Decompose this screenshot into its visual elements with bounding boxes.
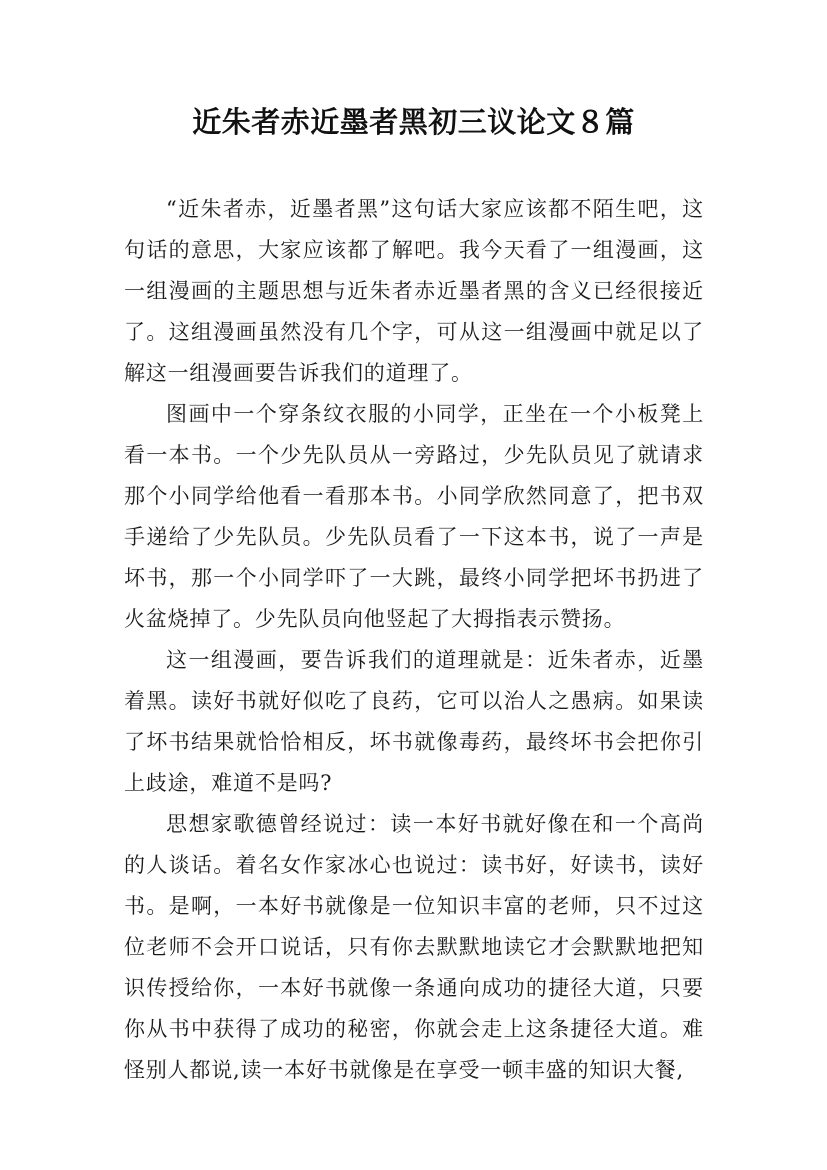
- document-title: 近朱者赤近墨者黑初三议论文８篇: [192, 105, 635, 139]
- paragraph: 图画中一个穿条纹衣服的小同学，正坐在一个小板凳上看一本书。一个少先队员从一旁路过，少先队员见了就请求那个小同学给他看一看那本书。小同学欣然同意了，把书双手递给了少先队员。少先队员看了一下这本书，说了一声是坏书，那一个小同学吓了一大跳，最终小同学把坏书扔进了火盆烧掉了。少先队员向他竖起了大拇指表示赞扬。: [124, 402, 704, 631]
- paragraph: 思想家歌德曾经说过：读一本好书就好像在和一个高尚的人谈话。着名女作家冰心也说过：读书好，好读书，读好书。是啊，一本好书就像是一位知识丰富的老师，只不过这位老师不会开口说话，只有你去默默地读它才会默默地把知识传授给你，一本好书就像一条通向成功的捷径大道，只要你从书中获得了成功的秘密，你就会走上这条捷径大道。难怪别人都说,读一本好书就像是在享受一顿丰盛的知识大餐,: [124, 812, 704, 1082]
- paragraph: 这一组漫画，要告诉我们的道理就是：近朱者赤，近墨着黑。读好书就好似吃了良药，它可以治人之愚病。如果读了坏书结果就恰恰相反，坏书就像毒药，最终坏书会把你引上歧途，难道不是吗?: [124, 648, 704, 795]
- paragraph: “近朱者赤，近墨者黑”这句话大家应该都不陌生吧，这句话的意思，大家应该都了解吧。我今天看了一组漫画，这一组漫画的主题思想与近朱者赤近墨者黑的含义已经很接近了。这组漫画虽然没有几个字，可从这一组漫画中就足以了解这一组漫画要告诉我们的道理了。: [124, 197, 704, 385]
- document-body: [124, 189, 704, 1091]
